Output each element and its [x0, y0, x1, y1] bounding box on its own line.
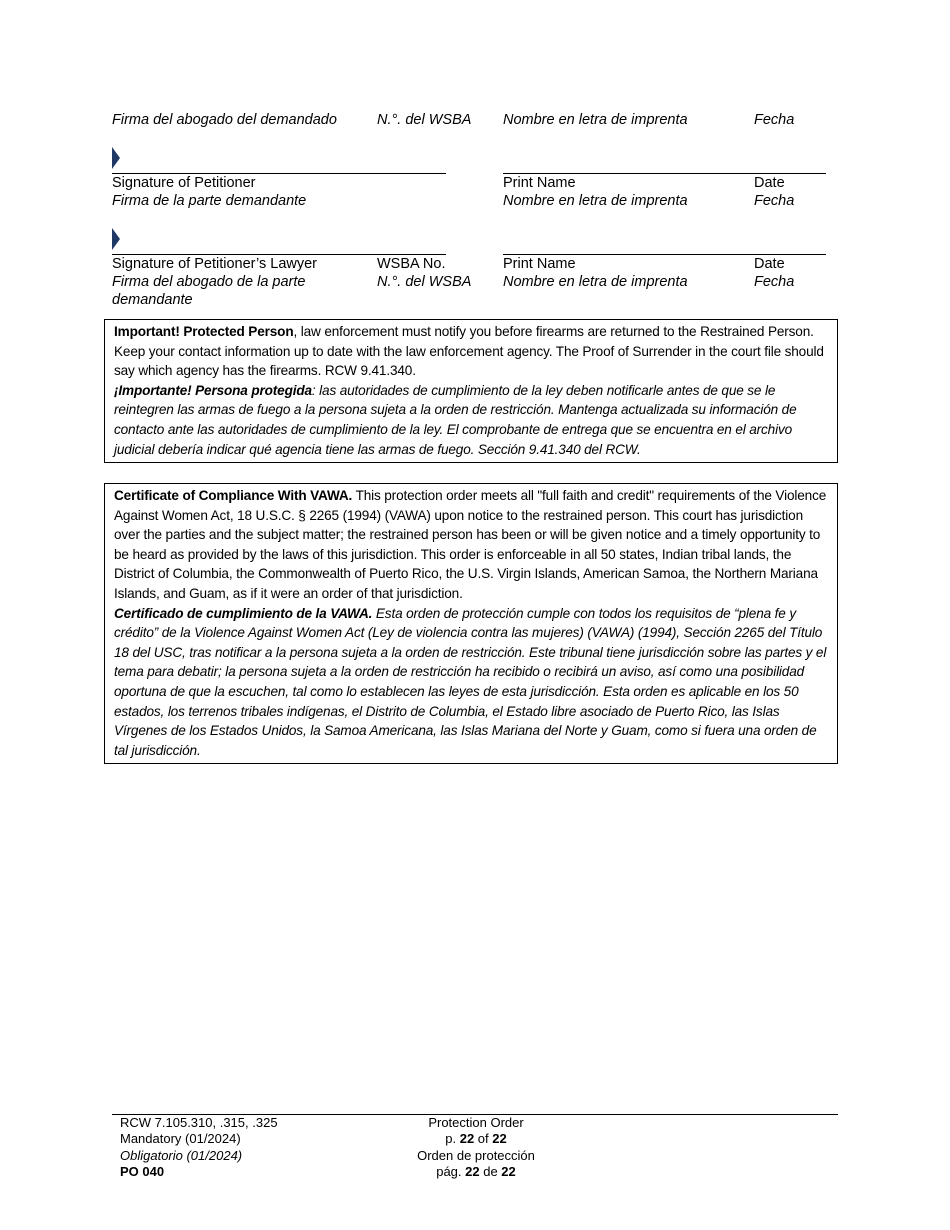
lawyer-signature-label: Signature of Petitioner’s Lawyer	[112, 256, 317, 272]
footer-page-num-es: 22	[465, 1164, 480, 1180]
sign-here-arrow-icon	[112, 228, 120, 250]
footer-page-num: 22	[459, 1131, 475, 1147]
lawyer-print-name-label: Print Name	[503, 256, 576, 272]
footer-mandatory-es: Obligatorio (01/2024)	[120, 1147, 243, 1163]
lawyer-wsba-label: WSBA No.	[377, 256, 446, 272]
lawyer-signature-label-es: Firma del abogado de la parte	[112, 274, 306, 290]
petitioner-date-label: Date	[754, 175, 785, 191]
footer-page-prefix: p.	[445, 1131, 460, 1147]
respondent-lawyer-wsba-label-es: N.°. del WSBA	[377, 112, 472, 128]
respondent-lawyer-print-name-label-es: Nombre en letra de imprenta	[503, 112, 688, 128]
vawa-certificate-en	[114, 486, 828, 604]
protected-person-notice-es	[114, 381, 828, 459]
protected-person-notice-en	[114, 322, 828, 381]
protected-person-body: , law enforcement must notify you before firearms are returned to the Restrained Person. Keep your contact information up to date with the law enforcement agency. The Proof of Surrender in the court file should say which agency has the firearms. RCW 9.41.340.	[114, 324, 824, 379]
lawyer-print-name-label-es: Nombre en letra de imprenta	[503, 274, 688, 290]
protected-person-body-es: : las autoridades de cumplimiento de la ley deben notificarle antes de que se le reintegren las armas de fuego a la persona sujeta a la orden de restricción. Mantenga actualizada su información de contacto ante las autoridades de cumplimiento de la ley. El comprobante de entrega que se encuentra en el archivo judicial debería indicar qué agencia tiene las armas de fuego. Sección 9.41.340 del RCW.	[114, 382, 797, 457]
lawyer-wsba-label-es: N.°. del WSBA	[377, 274, 472, 290]
footer-center	[376, 1115, 576, 1181]
footer-page-of-es: de	[479, 1164, 502, 1180]
vawa-heading-es: Certificado de cumplimiento de la VAWA.	[114, 605, 373, 621]
lawyer-date-label-es: Fecha	[754, 274, 795, 290]
respondent-lawyer-signature-label-es: Firma del abogado del demandado	[112, 112, 337, 128]
petitioner-print-name-label-es: Nombre en letra de imprenta	[503, 193, 688, 209]
vawa-heading: Certificate of Compliance With VAWA.	[114, 488, 353, 503]
petitioner-print-name-label: Print Name	[503, 175, 576, 191]
footer-title: Protection Order	[428, 1115, 524, 1130]
lawyer-date-label: Date	[754, 256, 785, 272]
protected-person-heading-es: ¡Importante! Persona protegida	[114, 382, 312, 398]
petitioner-signature-label-es: Firma de la parte demandante	[112, 193, 307, 209]
footer-title-es: Orden de protección	[417, 1147, 535, 1163]
sign-here-arrow-icon	[112, 147, 120, 169]
footer-left	[120, 1115, 278, 1181]
vawa-certificate-es	[114, 604, 828, 761]
petitioner-date-label-es: Fecha	[754, 193, 795, 209]
vawa-certificate	[104, 483, 838, 764]
protected-person-notice	[104, 319, 838, 463]
vawa-body-es: Esta orden de protección cumple con todos los requisitos de “plena fe y crédito” de la Violence Against Women Act (Ley de violencia contra las mujeres) (VAWA) (1994), Sección 2265 del Título 18 del USC, tras notificar a la persona sujeta a la orden de restricción. Este tribunal tiene jurisdicción sobre las partes y el tema para debatir; la persona sujeta a la orden de restricción ha recibido o recibirá un aviso, así como una posibilidad oportuna de que la escuchen, tal como lo establecen las leyes de esta jurisdicción. Esta orden es aplicable en los 50 estados, los terrenos tribales indígenas, el Distrito de Columbia, el Estado libre asociado de Puerto Rico, las Islas Vírgenes de los Estados Unidos, la Samoa Americana, las Islas Mariana del Norte y Guam, como si fuera una orden de tal jurisdicción.	[114, 605, 827, 758]
lawyer-signature-label-es-cont: demandante	[112, 292, 193, 308]
footer-page-total: 22	[492, 1131, 507, 1147]
vawa-body: This protection order meets all "full faith and credit" requirements of the Violence Against Women Act, 18 U.S.C. § 2265 (1994) (VAWA) upon notice to the restrained person. This court has jurisdiction over the parties and the subject matter; the restrained person has been or will be given notice and a timely opportunity to be heard as provided by the laws of this jurisdiction. This order is enforceable in all 50 states, Indian tribal lands, the District of Columbia, the Commonwealth of Puerto Rico, the U.S. Virgin Islands, American Samoa, the Northern Mariana Islands, and Guam, as if it were an order of that jurisdiction.	[114, 488, 827, 601]
footer-statute: RCW 7.105.310, .315, .325	[120, 1115, 278, 1130]
protected-person-heading: Important! Protected Person	[114, 324, 294, 339]
footer-mandatory: Mandatory (01/2024)	[120, 1131, 241, 1147]
footer-form-code: PO 040	[120, 1164, 165, 1180]
footer-page-of: of	[474, 1131, 493, 1147]
respondent-lawyer-date-label-es: Fecha	[754, 112, 795, 128]
footer-page-prefix-es: pág.	[436, 1164, 466, 1180]
footer-page	[376, 1131, 576, 1147]
footer-page-es	[376, 1164, 576, 1180]
petitioner-signature-label: Signature of Petitioner	[112, 175, 256, 191]
footer-page-total-es: 22	[501, 1164, 516, 1180]
